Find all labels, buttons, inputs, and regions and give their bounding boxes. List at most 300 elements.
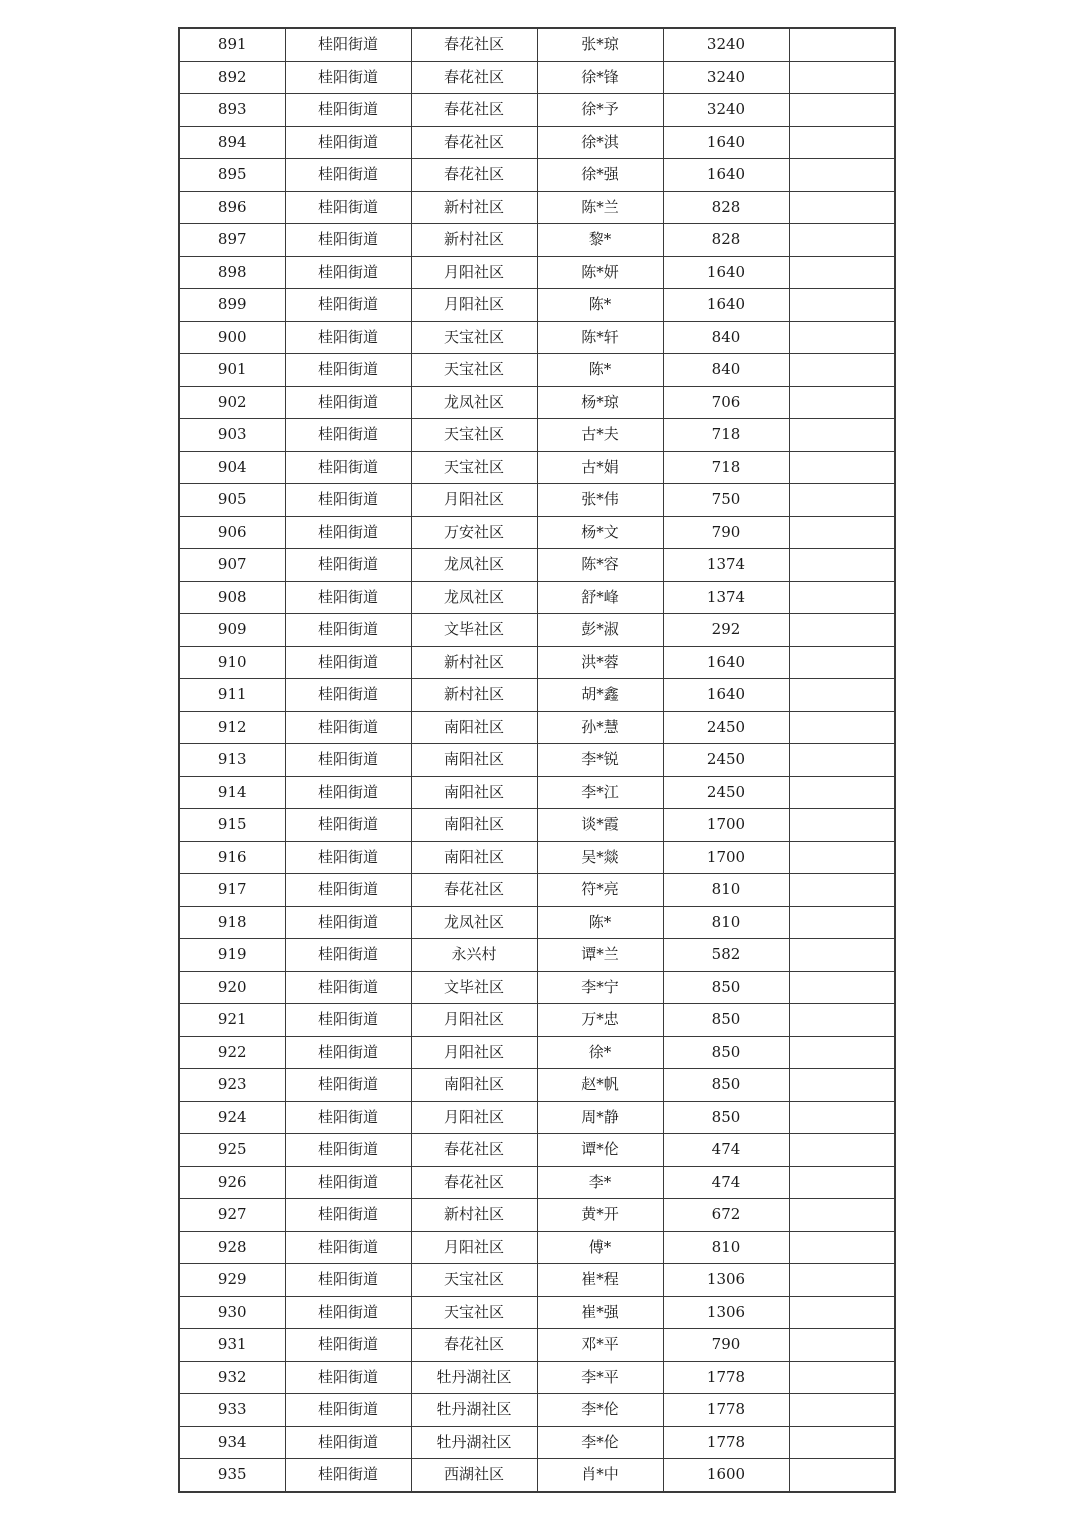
community-cell: 天宝社区 [411,451,537,484]
remark-cell [789,61,895,94]
amount-cell: 1640 [663,256,789,289]
community-cell: 月阳社区 [411,1231,537,1264]
street-cell: 桂阳街道 [285,581,411,614]
remark-cell [789,744,895,777]
table-row [179,224,895,257]
community-cell: 春花社区 [411,159,537,192]
street-cell: 桂阳街道 [285,906,411,939]
community-cell: 南阳社区 [411,841,537,874]
name-cell: 李* [537,1166,663,1199]
name-cell: 李*伦 [537,1426,663,1459]
name-cell: 谭*伦 [537,1134,663,1167]
remark-cell [789,484,895,517]
row-number-cell: 918 [179,906,285,939]
remark-cell [789,971,895,1004]
row-number-cell: 920 [179,971,285,1004]
community-cell: 月阳社区 [411,1036,537,1069]
remark-cell [789,1296,895,1329]
remark-cell [789,159,895,192]
table-row [179,614,895,647]
community-cell: 南阳社区 [411,744,537,777]
table-row [179,581,895,614]
row-number-cell: 895 [179,159,285,192]
amount-cell: 850 [663,971,789,1004]
amount-cell: 850 [663,1069,789,1102]
row-number-cell: 910 [179,646,285,679]
community-cell: 南阳社区 [411,776,537,809]
community-cell: 永兴村 [411,939,537,972]
community-cell: 天宝社区 [411,321,537,354]
table-row [179,354,895,387]
name-cell: 陈* [537,354,663,387]
table-row [179,809,895,842]
community-cell: 文毕社区 [411,971,537,1004]
remark-cell [789,224,895,257]
amount-cell: 790 [663,1329,789,1362]
street-cell: 桂阳街道 [285,1231,411,1264]
remark-cell [789,1004,895,1037]
remark-cell [789,1361,895,1394]
name-cell: 李*宁 [537,971,663,1004]
name-cell: 张*伟 [537,484,663,517]
amount-cell: 810 [663,874,789,907]
community-cell: 南阳社区 [411,809,537,842]
amount-cell: 1640 [663,159,789,192]
row-number-cell: 914 [179,776,285,809]
remark-cell [789,776,895,809]
row-number-cell: 908 [179,581,285,614]
remark-cell [789,321,895,354]
table-row [179,1134,895,1167]
name-cell: 徐*锋 [537,61,663,94]
amount-cell: 790 [663,516,789,549]
street-cell: 桂阳街道 [285,516,411,549]
community-cell: 文毕社区 [411,614,537,647]
remark-cell [789,1069,895,1102]
amount-cell: 1306 [663,1296,789,1329]
amount-cell: 718 [663,419,789,452]
amount-cell: 1640 [663,126,789,159]
community-cell: 牡丹湖社区 [411,1394,537,1427]
community-cell: 春花社区 [411,126,537,159]
table-row [179,971,895,1004]
row-number-cell: 907 [179,549,285,582]
amount-cell: 474 [663,1134,789,1167]
name-cell: 邓*平 [537,1329,663,1362]
street-cell: 桂阳街道 [285,1004,411,1037]
street-cell: 桂阳街道 [285,224,411,257]
remark-cell [789,1231,895,1264]
community-cell: 月阳社区 [411,289,537,322]
name-cell: 徐*予 [537,94,663,127]
amount-cell: 850 [663,1004,789,1037]
name-cell: 肖*中 [537,1459,663,1492]
row-number-cell: 903 [179,419,285,452]
row-number-cell: 915 [179,809,285,842]
row-number-cell: 931 [179,1329,285,1362]
table-row [179,1036,895,1069]
street-cell: 桂阳街道 [285,1101,411,1134]
row-number-cell: 916 [179,841,285,874]
community-cell: 春花社区 [411,28,537,61]
name-cell: 孙*慧 [537,711,663,744]
table-row [179,939,895,972]
remark-cell [789,581,895,614]
table-row [179,711,895,744]
community-cell: 龙凤社区 [411,906,537,939]
community-cell: 南阳社区 [411,1069,537,1102]
amount-cell: 1306 [663,1264,789,1297]
name-cell: 吴*燚 [537,841,663,874]
amount-cell: 474 [663,1166,789,1199]
row-number-cell: 909 [179,614,285,647]
amount-cell: 1700 [663,841,789,874]
table-row [179,61,895,94]
row-number-cell: 898 [179,256,285,289]
amount-cell: 3240 [663,94,789,127]
row-number-cell: 922 [179,1036,285,1069]
street-cell: 桂阳街道 [285,61,411,94]
amount-cell: 2450 [663,744,789,777]
amount-cell: 810 [663,1231,789,1264]
community-cell: 月阳社区 [411,256,537,289]
remark-cell [789,256,895,289]
street-cell: 桂阳街道 [285,874,411,907]
row-number-cell: 923 [179,1069,285,1102]
amount-cell: 850 [663,1036,789,1069]
amount-cell: 1374 [663,549,789,582]
table-row [179,906,895,939]
name-cell: 徐*淇 [537,126,663,159]
amount-cell: 1640 [663,646,789,679]
name-cell: 李*锐 [537,744,663,777]
street-cell: 桂阳街道 [285,386,411,419]
community-cell: 天宝社区 [411,1264,537,1297]
table-row [179,484,895,517]
remark-cell [789,94,895,127]
name-cell: 黄*开 [537,1199,663,1232]
remark-cell [789,1426,895,1459]
amount-cell: 1600 [663,1459,789,1492]
row-number-cell: 901 [179,354,285,387]
row-number-cell: 896 [179,191,285,224]
row-number-cell: 935 [179,1459,285,1492]
remark-cell [789,1264,895,1297]
amount-cell: 2450 [663,711,789,744]
street-cell: 桂阳街道 [285,776,411,809]
table-row [179,1329,895,1362]
row-number-cell: 917 [179,874,285,907]
community-cell: 春花社区 [411,874,537,907]
street-cell: 桂阳街道 [285,256,411,289]
street-cell: 桂阳街道 [285,841,411,874]
street-cell: 桂阳街道 [285,711,411,744]
street-cell: 桂阳街道 [285,354,411,387]
name-cell: 李*平 [537,1361,663,1394]
street-cell: 桂阳街道 [285,321,411,354]
community-cell: 牡丹湖社区 [411,1361,537,1394]
table-row [179,1361,895,1394]
table-row [179,516,895,549]
remark-cell [789,386,895,419]
table-row [179,321,895,354]
community-cell: 新村社区 [411,224,537,257]
street-cell: 桂阳街道 [285,614,411,647]
amount-cell: 582 [663,939,789,972]
table-row [179,191,895,224]
row-number-cell: 911 [179,679,285,712]
row-number-cell: 926 [179,1166,285,1199]
table-row [179,419,895,452]
table-body [179,28,895,1492]
amount-cell: 828 [663,191,789,224]
table-row [179,1101,895,1134]
community-cell: 新村社区 [411,1199,537,1232]
remark-cell [789,1459,895,1492]
name-cell: 李*江 [537,776,663,809]
name-cell: 赵*帆 [537,1069,663,1102]
table-row [179,1296,895,1329]
remark-cell [789,809,895,842]
community-cell: 春花社区 [411,61,537,94]
table-row [179,776,895,809]
street-cell: 桂阳街道 [285,484,411,517]
remark-cell [789,419,895,452]
community-cell: 新村社区 [411,191,537,224]
community-cell: 牡丹湖社区 [411,1426,537,1459]
remark-cell [789,614,895,647]
community-cell: 月阳社区 [411,484,537,517]
name-cell: 陈*妍 [537,256,663,289]
name-cell: 胡*鑫 [537,679,663,712]
street-cell: 桂阳街道 [285,1394,411,1427]
name-cell: 黎* [537,224,663,257]
street-cell: 桂阳街道 [285,1329,411,1362]
table-row [179,1394,895,1427]
table-row [179,549,895,582]
table-row [179,451,895,484]
row-number-cell: 902 [179,386,285,419]
name-cell: 陈*容 [537,549,663,582]
amount-cell: 828 [663,224,789,257]
row-number-cell: 921 [179,1004,285,1037]
community-cell: 天宝社区 [411,419,537,452]
amount-cell: 1778 [663,1426,789,1459]
name-cell: 徐* [537,1036,663,1069]
remark-cell [789,1394,895,1427]
table-row [179,1199,895,1232]
table-row [179,386,895,419]
table-row [179,841,895,874]
remark-cell [789,1199,895,1232]
table-row [179,159,895,192]
name-cell: 万*忠 [537,1004,663,1037]
street-cell: 桂阳街道 [285,126,411,159]
community-cell: 天宝社区 [411,354,537,387]
row-number-cell: 897 [179,224,285,257]
street-cell: 桂阳街道 [285,1134,411,1167]
name-cell: 陈*轩 [537,321,663,354]
row-number-cell: 913 [179,744,285,777]
street-cell: 桂阳街道 [285,1296,411,1329]
amount-cell: 850 [663,1101,789,1134]
amount-cell: 3240 [663,61,789,94]
community-cell: 春花社区 [411,1329,537,1362]
community-cell: 新村社区 [411,679,537,712]
name-cell: 傅* [537,1231,663,1264]
remark-cell [789,1036,895,1069]
row-number-cell: 919 [179,939,285,972]
row-number-cell: 925 [179,1134,285,1167]
community-cell: 春花社区 [411,1166,537,1199]
remark-cell [789,1166,895,1199]
street-cell: 桂阳街道 [285,1166,411,1199]
amount-cell: 1640 [663,679,789,712]
street-cell: 桂阳街道 [285,1069,411,1102]
community-cell: 龙凤社区 [411,581,537,614]
name-cell: 杨*琼 [537,386,663,419]
row-number-cell: 933 [179,1394,285,1427]
name-cell: 崔*强 [537,1296,663,1329]
street-cell: 桂阳街道 [285,1459,411,1492]
table-row [179,28,895,61]
table-row [179,1459,895,1492]
name-cell: 陈*兰 [537,191,663,224]
name-cell: 张*琼 [537,28,663,61]
row-number-cell: 904 [179,451,285,484]
table-row [179,289,895,322]
row-number-cell: 927 [179,1199,285,1232]
street-cell: 桂阳街道 [285,679,411,712]
row-number-cell: 905 [179,484,285,517]
table-row [179,1264,895,1297]
name-cell: 崔*程 [537,1264,663,1297]
name-cell: 杨*文 [537,516,663,549]
street-cell: 桂阳街道 [285,971,411,1004]
amount-cell: 1640 [663,289,789,322]
remark-cell [789,191,895,224]
row-number-cell: 934 [179,1426,285,1459]
name-cell: 李*伦 [537,1394,663,1427]
remark-cell [789,28,895,61]
table-row [179,1069,895,1102]
name-cell: 谭*兰 [537,939,663,972]
amount-cell: 750 [663,484,789,517]
community-cell: 月阳社区 [411,1004,537,1037]
remark-cell [789,549,895,582]
remark-cell [789,646,895,679]
table-row [179,744,895,777]
community-cell: 龙凤社区 [411,549,537,582]
data-table [178,27,896,1493]
row-number-cell: 899 [179,289,285,322]
street-cell: 桂阳街道 [285,289,411,322]
community-cell: 春花社区 [411,1134,537,1167]
remark-cell [789,939,895,972]
amount-cell: 292 [663,614,789,647]
street-cell: 桂阳街道 [285,419,411,452]
community-cell: 春花社区 [411,94,537,127]
name-cell: 陈* [537,289,663,322]
table-row [179,256,895,289]
amount-cell: 3240 [663,28,789,61]
street-cell: 桂阳街道 [285,1199,411,1232]
community-cell: 南阳社区 [411,711,537,744]
table-row [179,1426,895,1459]
remark-cell [789,289,895,322]
street-cell: 桂阳街道 [285,809,411,842]
street-cell: 桂阳街道 [285,1036,411,1069]
street-cell: 桂阳街道 [285,94,411,127]
table-row [179,679,895,712]
row-number-cell: 929 [179,1264,285,1297]
name-cell: 洪*蓉 [537,646,663,679]
table-row [179,126,895,159]
remark-cell [789,1329,895,1362]
amount-cell: 840 [663,321,789,354]
name-cell: 符*亮 [537,874,663,907]
remark-cell [789,711,895,744]
community-cell: 万安社区 [411,516,537,549]
name-cell: 古*娟 [537,451,663,484]
remark-cell [789,354,895,387]
street-cell: 桂阳街道 [285,28,411,61]
name-cell: 谈*霞 [537,809,663,842]
community-cell: 西湖社区 [411,1459,537,1492]
name-cell: 舒*峰 [537,581,663,614]
row-number-cell: 892 [179,61,285,94]
street-cell: 桂阳街道 [285,191,411,224]
table-row [179,1231,895,1264]
street-cell: 桂阳街道 [285,451,411,484]
community-cell: 龙凤社区 [411,386,537,419]
amount-cell: 810 [663,906,789,939]
street-cell: 桂阳街道 [285,549,411,582]
row-number-cell: 932 [179,1361,285,1394]
street-cell: 桂阳街道 [285,1426,411,1459]
community-cell: 月阳社区 [411,1101,537,1134]
table-row [179,1166,895,1199]
amount-cell: 1700 [663,809,789,842]
remark-cell [789,126,895,159]
remark-cell [789,451,895,484]
amount-cell: 840 [663,354,789,387]
row-number-cell: 900 [179,321,285,354]
remark-cell [789,1101,895,1134]
street-cell: 桂阳街道 [285,744,411,777]
row-number-cell: 912 [179,711,285,744]
row-number-cell: 930 [179,1296,285,1329]
amount-cell: 2450 [663,776,789,809]
name-cell: 徐*强 [537,159,663,192]
row-number-cell: 906 [179,516,285,549]
community-cell: 天宝社区 [411,1296,537,1329]
row-number-cell: 893 [179,94,285,127]
amount-cell: 718 [663,451,789,484]
table-row [179,94,895,127]
row-number-cell: 924 [179,1101,285,1134]
amount-cell: 706 [663,386,789,419]
name-cell: 陈* [537,906,663,939]
table-row [179,646,895,679]
amount-cell: 1374 [663,581,789,614]
amount-cell: 1778 [663,1394,789,1427]
name-cell: 周*静 [537,1101,663,1134]
name-cell: 古*夫 [537,419,663,452]
table-row [179,1004,895,1037]
remark-cell [789,516,895,549]
remark-cell [789,841,895,874]
